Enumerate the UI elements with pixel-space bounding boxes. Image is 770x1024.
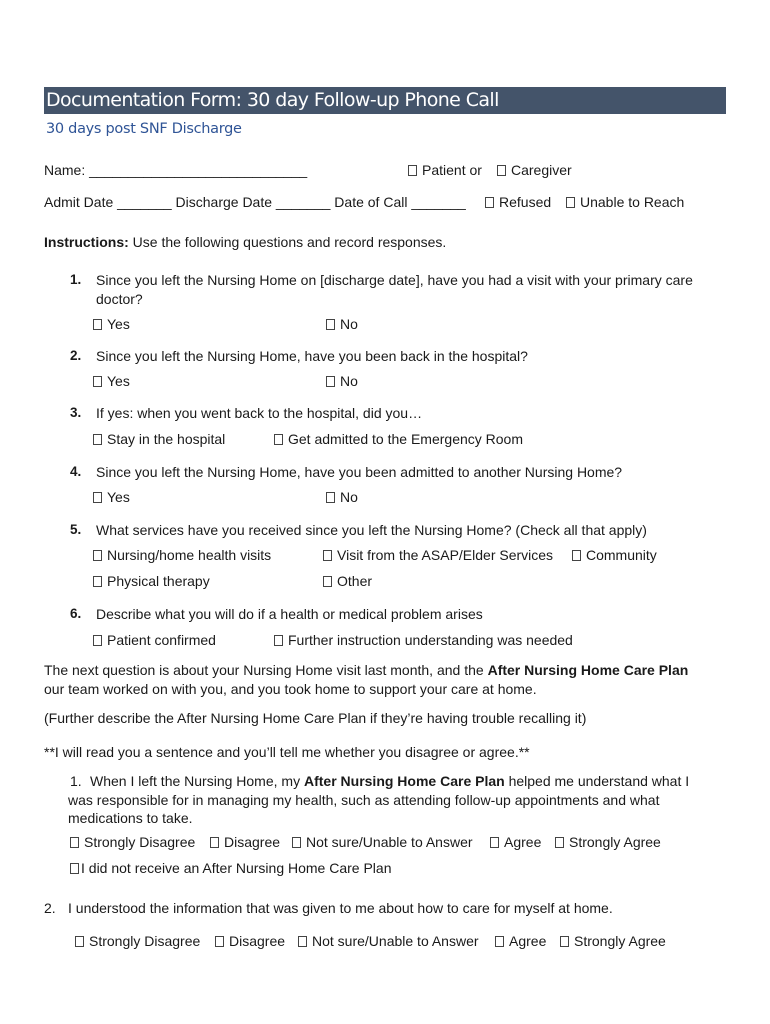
q5-pt-checkbox[interactable] xyxy=(93,576,102,587)
a1-strongly-disagree-checkbox[interactable] xyxy=(70,837,79,848)
q1-no-label: No xyxy=(340,316,358,332)
next-intro-line2: our team worked on with you, and you took home to support your care at home. xyxy=(44,681,537,697)
a1-no-plan-option[interactable] xyxy=(70,860,392,876)
agree-1-plan: After Nursing Home Care Plan xyxy=(303,773,505,789)
caregiver-label: Caregiver xyxy=(511,162,572,178)
a2-strongly-agree-label: Strongly Agree xyxy=(574,933,666,949)
q3-stay-checkbox[interactable] xyxy=(93,434,102,445)
unable-label: Unable to Reach xyxy=(580,194,685,210)
a2-disagree-option[interactable] xyxy=(215,933,285,949)
q2-no-label: No xyxy=(340,373,358,389)
unable-option[interactable] xyxy=(566,194,684,210)
unable-checkbox[interactable] xyxy=(566,197,575,208)
a1-no-plan-checkbox[interactable] xyxy=(70,863,79,874)
read-sentence-note: **I will read you a sentence and you’ll tell me whether you disagree or agree.** xyxy=(44,744,530,760)
patient-label: Patient or xyxy=(422,162,482,178)
agree-1-line3: medications to take. xyxy=(68,810,193,826)
agree-2-number: 2. xyxy=(44,900,56,916)
agree-1-post: helped me understand what I xyxy=(504,773,690,789)
q3-stay-label: Stay in the hospital xyxy=(107,431,226,447)
a2-not-sure-checkbox[interactable] xyxy=(298,936,307,947)
q5-other-option[interactable] xyxy=(323,573,372,589)
a1-agree-label: Agree xyxy=(504,834,542,850)
q4-no-checkbox[interactable] xyxy=(326,492,335,503)
q5-other-checkbox[interactable] xyxy=(323,576,332,587)
q5-community-label: Community xyxy=(586,547,657,563)
question-6-text: Describe what you will do if a health or medical problem arises xyxy=(96,606,483,622)
next-intro-plan: After Nursing Home Care Plan xyxy=(487,662,689,678)
caregiver-option[interactable] xyxy=(497,162,572,178)
a1-disagree-label: Disagree xyxy=(224,834,281,850)
caregiver-checkbox[interactable] xyxy=(497,165,506,176)
a2-disagree-checkbox[interactable] xyxy=(215,936,224,947)
a1-not-sure-option[interactable] xyxy=(292,834,473,850)
a2-agree-label: Agree xyxy=(509,933,547,949)
q6-confirmed-option[interactable] xyxy=(93,632,216,648)
q5-community-checkbox[interactable] xyxy=(572,550,581,561)
question-1-number: 1. xyxy=(70,272,82,287)
q6-further-checkbox[interactable] xyxy=(274,635,283,646)
q4-no-label: No xyxy=(340,489,358,505)
question-6-number: 6. xyxy=(70,606,82,621)
q5-asap-label: Visit from the ASAP/Elder Services xyxy=(337,547,554,563)
a2-disagree-label: Disagree xyxy=(229,933,286,949)
question-3-number: 3. xyxy=(70,405,82,420)
instructions-label: Instructions: xyxy=(44,234,129,250)
q3-er-option[interactable] xyxy=(274,431,523,447)
agree-1-number: 1. xyxy=(70,773,82,789)
agree-1-text xyxy=(90,773,689,789)
refused-option[interactable] xyxy=(485,194,551,210)
form-title: Documentation Form: 30 day Follow-up Phone Call xyxy=(44,87,726,114)
q4-yes-label: Yes xyxy=(107,489,130,505)
a1-strongly-agree-option[interactable] xyxy=(555,834,661,850)
q3-er-checkbox[interactable] xyxy=(274,434,283,445)
q6-further-label: Further instruction understanding was needed xyxy=(288,632,573,648)
a2-not-sure-option[interactable] xyxy=(298,933,479,949)
q1-yes-label: Yes xyxy=(107,316,130,332)
a1-strongly-disagree-option[interactable] xyxy=(70,834,195,850)
question-4-text: Since you left the Nursing Home, have you been admitted to another Nursing Home? xyxy=(96,464,623,480)
question-2-number: 2. xyxy=(70,348,82,363)
q1-yes-checkbox[interactable] xyxy=(93,319,102,330)
a1-no-plan-label: I did not receive an After Nursing Home Care Plan xyxy=(81,860,392,876)
q6-confirmed-checkbox[interactable] xyxy=(93,635,102,646)
question-4-number: 4. xyxy=(70,464,82,479)
a2-strongly-agree-checkbox[interactable] xyxy=(560,936,569,947)
patient-option[interactable] xyxy=(408,162,482,178)
a2-agree-checkbox[interactable] xyxy=(495,936,504,947)
q5-pt-label: Physical therapy xyxy=(107,573,210,589)
q2-yes-checkbox[interactable] xyxy=(93,376,102,387)
q4-no-option[interactable] xyxy=(326,489,358,505)
agree-2-text: I understood the information that was given to me about how to care for myself at home. xyxy=(68,900,613,916)
q4-yes-option[interactable] xyxy=(93,489,130,505)
form-subtitle: 30 days post SNF Discharge xyxy=(46,121,242,137)
agree-1-pre: When I left the Nursing Home, my xyxy=(90,773,304,789)
a1-not-sure-label: Not sure/Unable to Answer xyxy=(306,834,473,850)
question-5-number: 5. xyxy=(70,522,82,537)
q2-yes-label: Yes xyxy=(107,373,130,389)
q1-no-option[interactable] xyxy=(326,316,358,332)
instructions-text: Use the following questions and record responses. xyxy=(128,234,447,250)
q6-further-option[interactable] xyxy=(274,632,573,648)
q2-no-option[interactable] xyxy=(326,373,358,389)
a2-strongly-agree-option[interactable] xyxy=(560,933,666,949)
dates-line[interactable]: Admit Date _______ Discharge Date _______ Date of Call _______ xyxy=(44,194,466,210)
a1-strongly-agree-checkbox[interactable] xyxy=(555,837,564,848)
question-5-text: What services have you received since you left the Nursing Home? (Check all that apply) xyxy=(96,522,647,538)
question-3-text: If yes: when you went back to the hospital, did you… xyxy=(96,405,423,421)
a2-strongly-disagree-checkbox[interactable] xyxy=(75,936,84,947)
question-2-text: Since you left the Nursing Home, have you been back in the hospital? xyxy=(96,348,528,364)
q4-yes-checkbox[interactable] xyxy=(93,492,102,503)
question-1-text-cont: doctor? xyxy=(96,291,143,307)
refused-label: Refused xyxy=(499,194,552,210)
q5-nursing-label: Nursing/home health visits xyxy=(107,547,272,563)
question-1-text: Since you left the Nursing Home on [discharge date], have you had a visit with your primary care xyxy=(96,272,693,288)
q3-er-label: Get admitted to the Emergency Room xyxy=(288,431,523,447)
a2-strongly-disagree-option[interactable] xyxy=(75,933,200,949)
q6-confirmed-label: Patient confirmed xyxy=(107,632,216,648)
a2-strongly-disagree-label: Strongly Disagree xyxy=(89,933,201,949)
a1-agree-checkbox[interactable] xyxy=(490,837,499,848)
a2-agree-option[interactable] xyxy=(495,933,546,949)
further-describe-note: (Further describe the After Nursing Home Care Plan if they’re having trouble recalling it) xyxy=(44,710,587,726)
name-field[interactable]: Name: ____________________________ xyxy=(44,162,308,178)
q2-no-checkbox[interactable] xyxy=(326,376,335,387)
a1-strongly-agree-label: Strongly Agree xyxy=(569,834,661,850)
a1-strongly-disagree-label: Strongly Disagree xyxy=(84,834,196,850)
a1-disagree-option[interactable] xyxy=(210,834,280,850)
q5-pt-option[interactable] xyxy=(93,573,210,589)
q1-yes-option[interactable] xyxy=(93,316,130,332)
a2-not-sure-label: Not sure/Unable to Answer xyxy=(312,933,479,949)
a1-not-sure-checkbox[interactable] xyxy=(292,837,301,848)
q5-nursing-option[interactable] xyxy=(93,547,271,563)
q5-other-label: Other xyxy=(337,573,373,589)
q5-nursing-checkbox[interactable] xyxy=(93,550,102,561)
next-intro-text: The next question is about your Nursing Home visit last month, and the xyxy=(44,662,488,678)
a1-agree-option[interactable] xyxy=(490,834,541,850)
refused-checkbox[interactable] xyxy=(485,197,494,208)
q1-no-checkbox[interactable] xyxy=(326,319,335,330)
instructions xyxy=(44,234,446,250)
patient-checkbox[interactable] xyxy=(408,165,417,176)
agree-1-line2: was responsible for in managing my health, such as attending follow-up appointments and what xyxy=(68,792,660,808)
q5-asap-option[interactable] xyxy=(323,547,553,563)
q5-asap-checkbox[interactable] xyxy=(323,550,332,561)
a1-disagree-checkbox[interactable] xyxy=(210,837,219,848)
q5-community-option[interactable] xyxy=(572,547,657,563)
q2-yes-option[interactable] xyxy=(93,373,130,389)
q3-stay-option[interactable] xyxy=(93,431,225,447)
next-question-intro xyxy=(44,662,688,678)
